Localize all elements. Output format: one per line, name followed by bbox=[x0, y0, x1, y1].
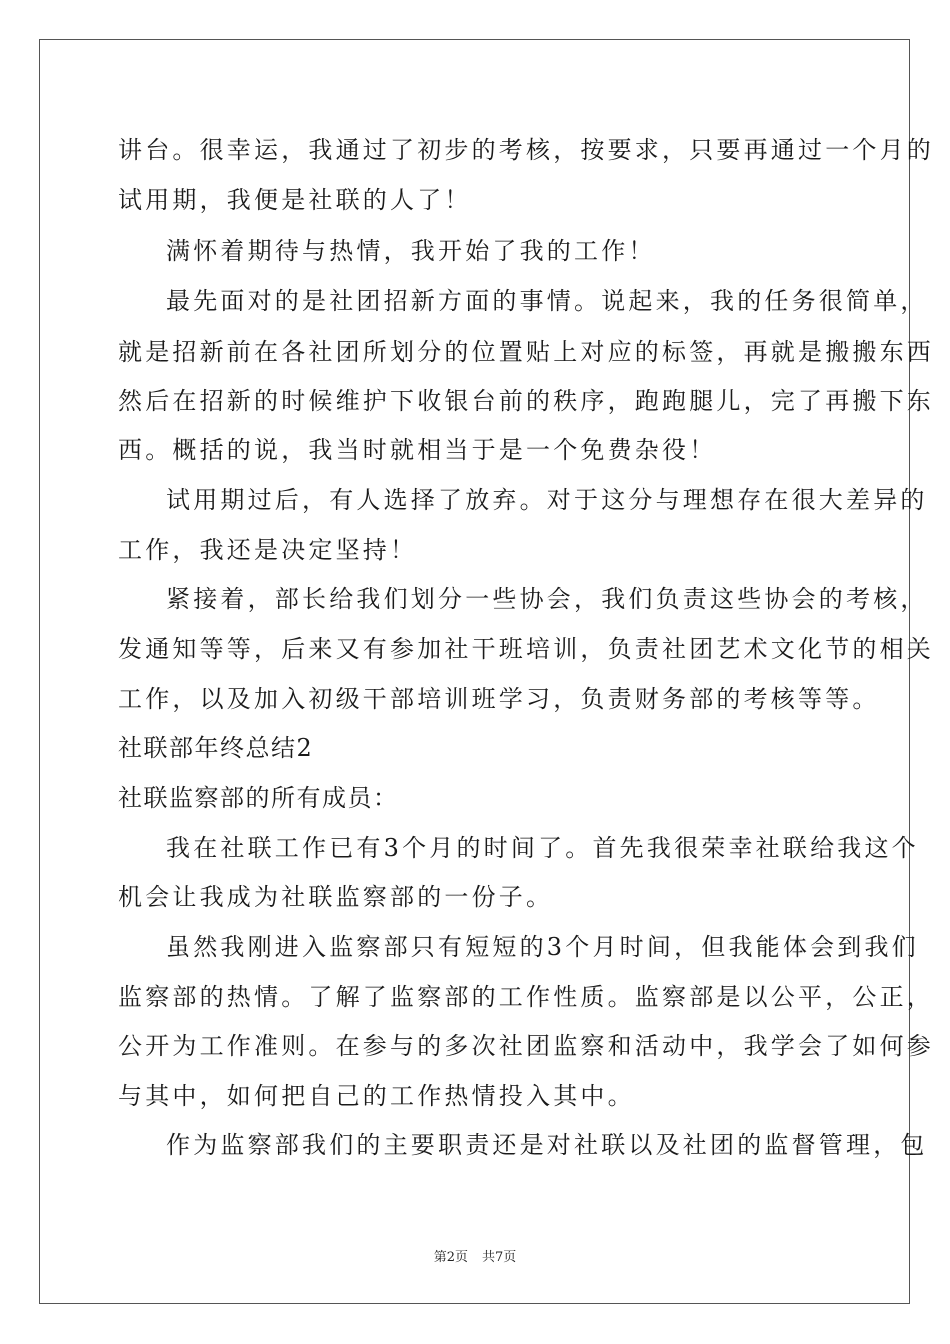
text-line: 与其中，如何把自己的工作热情投入其中。 bbox=[118, 1082, 635, 1110]
salutation: 社联监察部的所有成员： bbox=[118, 784, 399, 812]
section-heading: 社联部年终总结2 bbox=[118, 734, 314, 762]
text-line: 机会让我成为社联监察部的一份子。 bbox=[118, 883, 554, 911]
page-total: 共7页 bbox=[482, 1250, 517, 1265]
text-line: 试用期，我便是社联的人了！ bbox=[118, 186, 472, 214]
paragraph-start: 试用期过后，有人选择了放弃。对于这分与理想存在很大差异的 bbox=[166, 486, 928, 514]
text-line: 监察部的热情。了解了监察部的工作性质。监察部是以公平，公正， bbox=[118, 983, 934, 1011]
text-line: 就是招新前在各社团所划分的位置贴上对应的标签，再就是搬搬东西 bbox=[118, 338, 934, 366]
page-number: 第2页 bbox=[433, 1250, 468, 1265]
paragraph-start: 虽然我刚进入监察部只有短短的3个月时间，但我能体会到我们 bbox=[166, 933, 919, 961]
text-line: 西。概括的说，我当时就相当于是一个免费杂役！ bbox=[118, 436, 717, 464]
text-line: 工作，我还是决定坚持！ bbox=[118, 536, 418, 564]
text-line: 发通知等等，后来又有参加社干班培训，负责社团艺术文化节的相关 bbox=[118, 635, 934, 663]
paragraph-start: 紧接着，部长给我们划分一些协会，我们负责这些协会的考核， bbox=[166, 585, 928, 613]
text-line: 工作，以及加入初级干部培训班学习，负责财务部的考核等等。 bbox=[118, 685, 880, 713]
paragraph-start: 作为监察部我们的主要职责还是对社联以及社团的监督管理，包 bbox=[166, 1131, 928, 1159]
page-footer bbox=[0, 1246, 950, 1265]
paragraph-start: 满怀着期待与热情，我开始了我的工作！ bbox=[166, 237, 656, 265]
text-line: 公开为工作准则。在参与的多次社团监察和活动中，我学会了如何参 bbox=[118, 1032, 934, 1060]
paragraph-start: 我在社联工作已有3个月的时间了。首先我很荣幸社联给我这个 bbox=[166, 834, 919, 862]
paragraph-start: 最先面对的是社团招新方面的事情。说起来，我的任务很简单， bbox=[166, 287, 928, 315]
page-border bbox=[39, 39, 934, 1304]
text-line: 讲台。很幸运，我通过了初步的考核，按要求，只要再通过一个月的 bbox=[118, 136, 934, 164]
text-line: 然后在招新的时候维护下收银台前的秩序，跑跑腿儿，完了再搬下东 bbox=[118, 387, 934, 415]
